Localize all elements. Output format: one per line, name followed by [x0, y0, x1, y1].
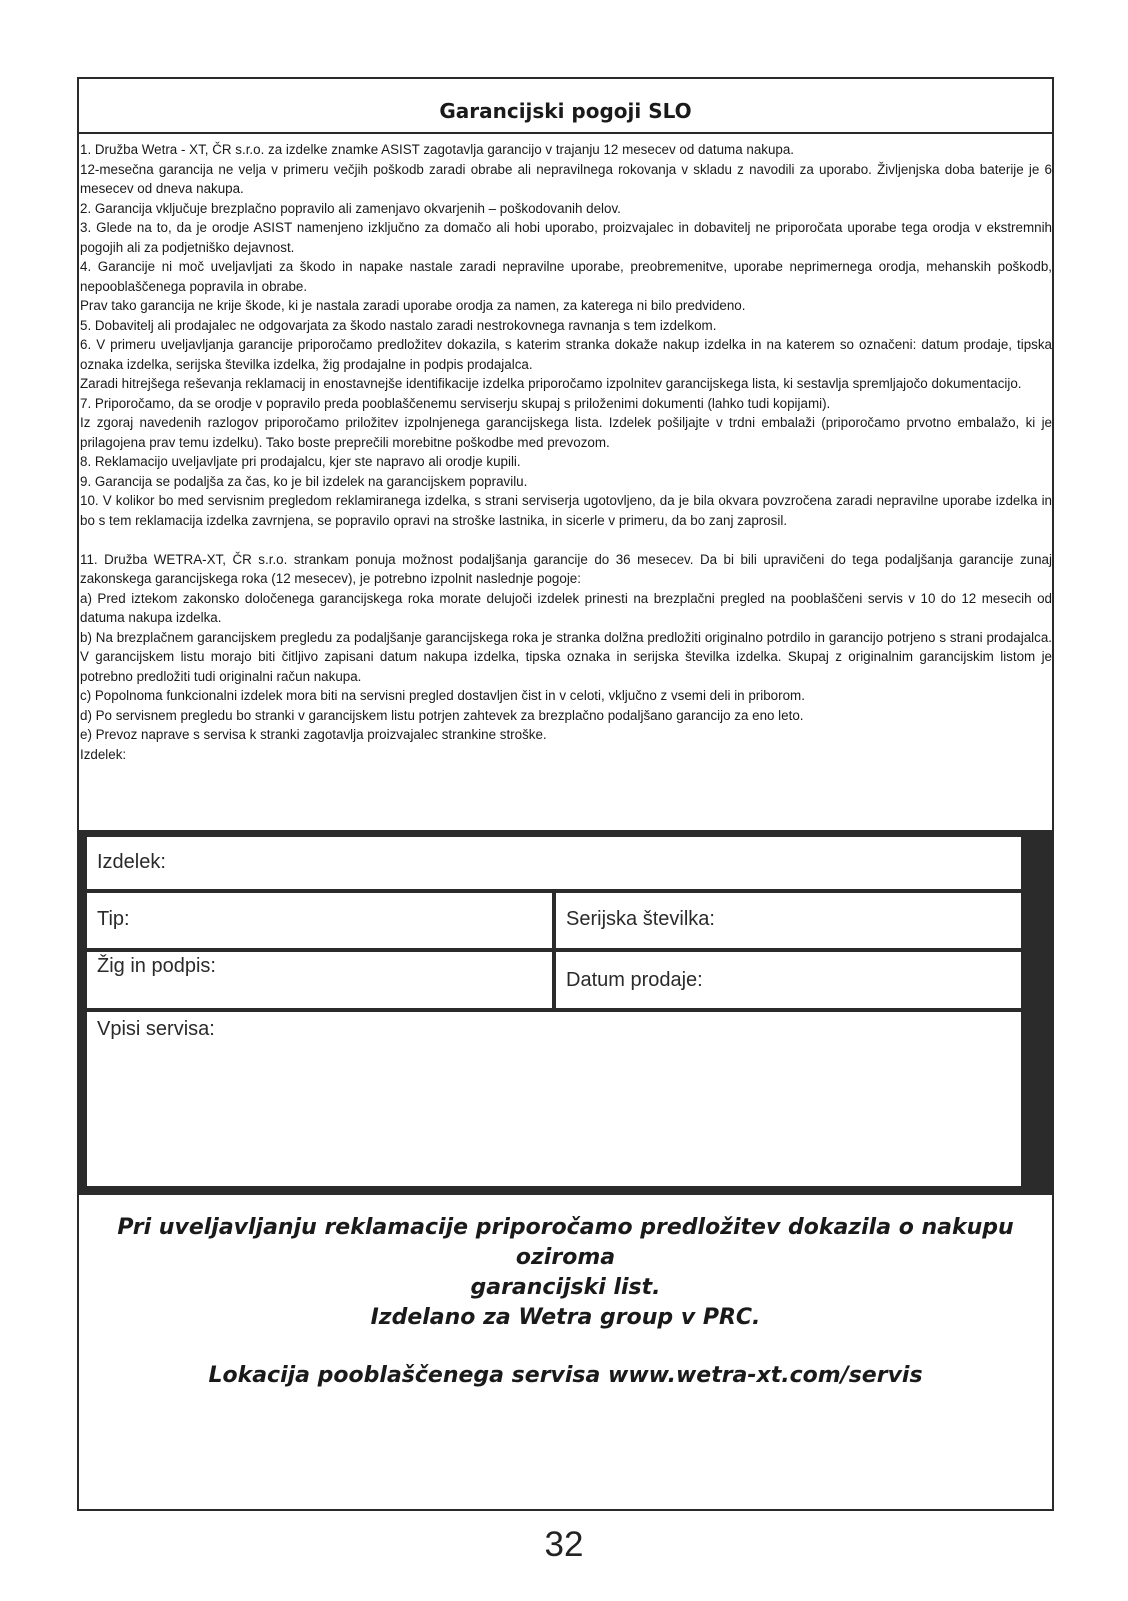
paragraph-gap [80, 530, 1052, 550]
term-paragraph: 3. Glede na to, da je orodje ASIST namenjeno izključno za domačo ali hobi uporabo, proizvajalec in dobavitelj ne priporočata uporabe tega orodja v ekstremnih pogojih ali za podjetniško dejavnost. [80, 220, 1052, 255]
stamp-signature-field[interactable] [87, 952, 552, 1008]
term-paragraph: Iz zgoraj navedenih razlogov priporočamo priložitev izpolnjenega garancijskega lista. Izdelek pošiljajte v trdni embalaži (priporočamo prvotno embalažo, ki je prilagojena prav temu izdelku). Tako boste preprečili morebitne poškodbe med prevozom. [80, 415, 1052, 450]
stamp-signature-label: Žig in podpis: [97, 955, 216, 977]
product-label: Izdelek: [97, 851, 166, 873]
warranty-form-grid [84, 834, 1047, 1191]
term-paragraph: e) Prevoz naprave s servisa k stranki zagotavlja proizvajalec strankine stroške. [80, 727, 547, 742]
term-paragraph: 6. V primeru uveljavljanja garancije priporočamo predložitev dokazila, s katerim stranka dokaže nakup izdelka in na katerem so označeni: datum prodaje, tipska oznaka izdelka, serijska številka izdelka, žig prodajalne in podpis prodajalca. [80, 337, 1052, 372]
page-frame [77, 77, 1054, 1511]
term-paragraph: 1. Družba Wetra - XT, ČR s.r.o. za izdelke znamke ASIST zagotavlja garancijo v trajanju 12 mesecev od datuma nakupa. [80, 142, 795, 157]
footer-line: Izdelano za Wetra group v PRC. [370, 1305, 761, 1330]
footer-line: Pri uveljavljanju reklamacije priporočamo predložitev dokazila o nakupu oziroma [117, 1215, 1014, 1270]
page-title: Garancijski pogoji SLO [439, 99, 692, 123]
term-paragraph: 11. Družba WETRA-XT, ČR s.r.o. strankam ponuja možnost podaljšanja garancije do 36 mesecev. Da bi bili upravičeni do tega podaljšanja garancije zunaj zakonskega garancijskega roka (12 mesecev), je potrebno izpolnit naslednje pogoje: [80, 551, 1052, 586]
serial-number-label: Serijska številka: [566, 908, 715, 930]
term-paragraph: Izdelek: [80, 746, 127, 762]
term-paragraph: 4. Garancije ni moč uveljavljati za škodo in napake nastale zaradi nepravilne uporabe, preobremenitve, uporabe neprimernega orodja, mehanskih poškodb, nepooblaščenega popravila in obrabe. [80, 259, 1052, 294]
term-paragraph: d) Po servisnem pregledu bo stranki v garancijskem listu potrjen zahtevek za brezplačno podaljšano garancijo za eno leto. [80, 707, 804, 723]
term-paragraph: c) Popolnoma funkcionalni izdelek mora biti na servisni pregled dostavljen čist in v celoti, vključno z vsemi deli in priborom. [80, 688, 805, 703]
sale-date-field[interactable] [556, 952, 1021, 1008]
service-entries-label: Vpisi servisa: [97, 1018, 215, 1040]
service-location-line: Lokacija pooblaščenega servisa www.wetra-xt.com/servis [208, 1363, 923, 1388]
term-paragraph: 5. Dobavitelj ali prodajalec ne odgovarjata za škodo nastalo zaradi nestrokovnega ravnanja s tem izdelkom. [80, 317, 717, 333]
warranty-terms [80, 140, 1052, 764]
term-paragraph: 12-mesečna garancija ne velja v primeru večjih poškodb zaradi obrabe ali nepravilnega rokovanja v skladu z navodili za uporabo. Življenjska doba baterije je 6 mesecev od dneva nakupa. [80, 161, 1052, 196]
serial-number-field[interactable] [556, 893, 1021, 948]
product-field[interactable] [87, 837, 1021, 889]
type-label: Tip: [97, 908, 130, 930]
type-field[interactable] [87, 893, 552, 948]
term-paragraph: 10. V kolikor bo med servisnim pregledom reklamiranega izdelka, s strani serviserja ugotovljeno, da je bila okvara povzročena zaradi nepravilne uporabe izdelka in bo s tem reklamacija izdelka zavrnjena, se popravilo opravi na stroške lastnika, in sicerle v primeru, da bo zanj zaprosil. [80, 493, 1052, 528]
title-divider [79, 132, 1052, 134]
term-paragraph: 9. Garancija se podaljša za čas, ko je bil izdelek na garancijskem popravilu. [80, 473, 528, 489]
term-paragraph: Prav tako garancija ne krije škode, ki je nastala zaradi uporabe orodja za namen, za katerega ni bilo predvideno. [80, 298, 746, 313]
service-entries-field[interactable] [87, 1012, 1021, 1186]
term-paragraph: 8. Reklamacijo uveljavljate pri prodajalcu, kjer ste napravo ali orodje kupili. [80, 454, 521, 469]
term-paragraph: b) Na brezplačnem garancijskem pregledu za podaljšanje garancijskega roka je stranka dolžna predložiti originalno potrdilo in garancijo potrjeno s strani prodajalca. V garancijskem listu morajo biti čitljivo zapisani datum nakupa izdelka, tipska oznaka in serijska številka izdelka. Skupaj z originalnim garancijskim listom je potrebno predložiti tudi originalni račun nakupa. [80, 629, 1052, 684]
page-number: 32 [544, 1525, 584, 1564]
term-paragraph: 7. Priporočamo, da se orodje v popravilo preda pooblaščenemu serviserju skupaj s priloženimi dokumenti (lahko tudi kopijami). [80, 395, 831, 411]
footer-line: garancijski list. [470, 1275, 661, 1300]
term-paragraph: 2. Garancija vključuje brezplačno popravilo ali zamenjavo okvarjenih – poškodovanih delov. [80, 200, 621, 216]
footer-spacer [79, 1333, 1052, 1361]
term-paragraph: a) Pred iztekom zakonsko določenega garancijskega roka morate delujoči izdelek prinesti na brezplačni pregled na pooblaščeni servis v 10 do 12 mesecih od datuma nakupa izdelka. [80, 590, 1052, 625]
sale-date-label: Datum prodaje: [566, 969, 703, 991]
footer-notice [79, 1213, 1052, 1391]
warranty-form [79, 830, 1052, 1195]
term-paragraph: Zaradi hitrejšega reševanja reklamacij in enostavnejše identifikacije izdelka priporočamo izpolnitev garancijskega lista, ki sestavlja spremljajočo dokumentacijo. [80, 376, 1022, 391]
